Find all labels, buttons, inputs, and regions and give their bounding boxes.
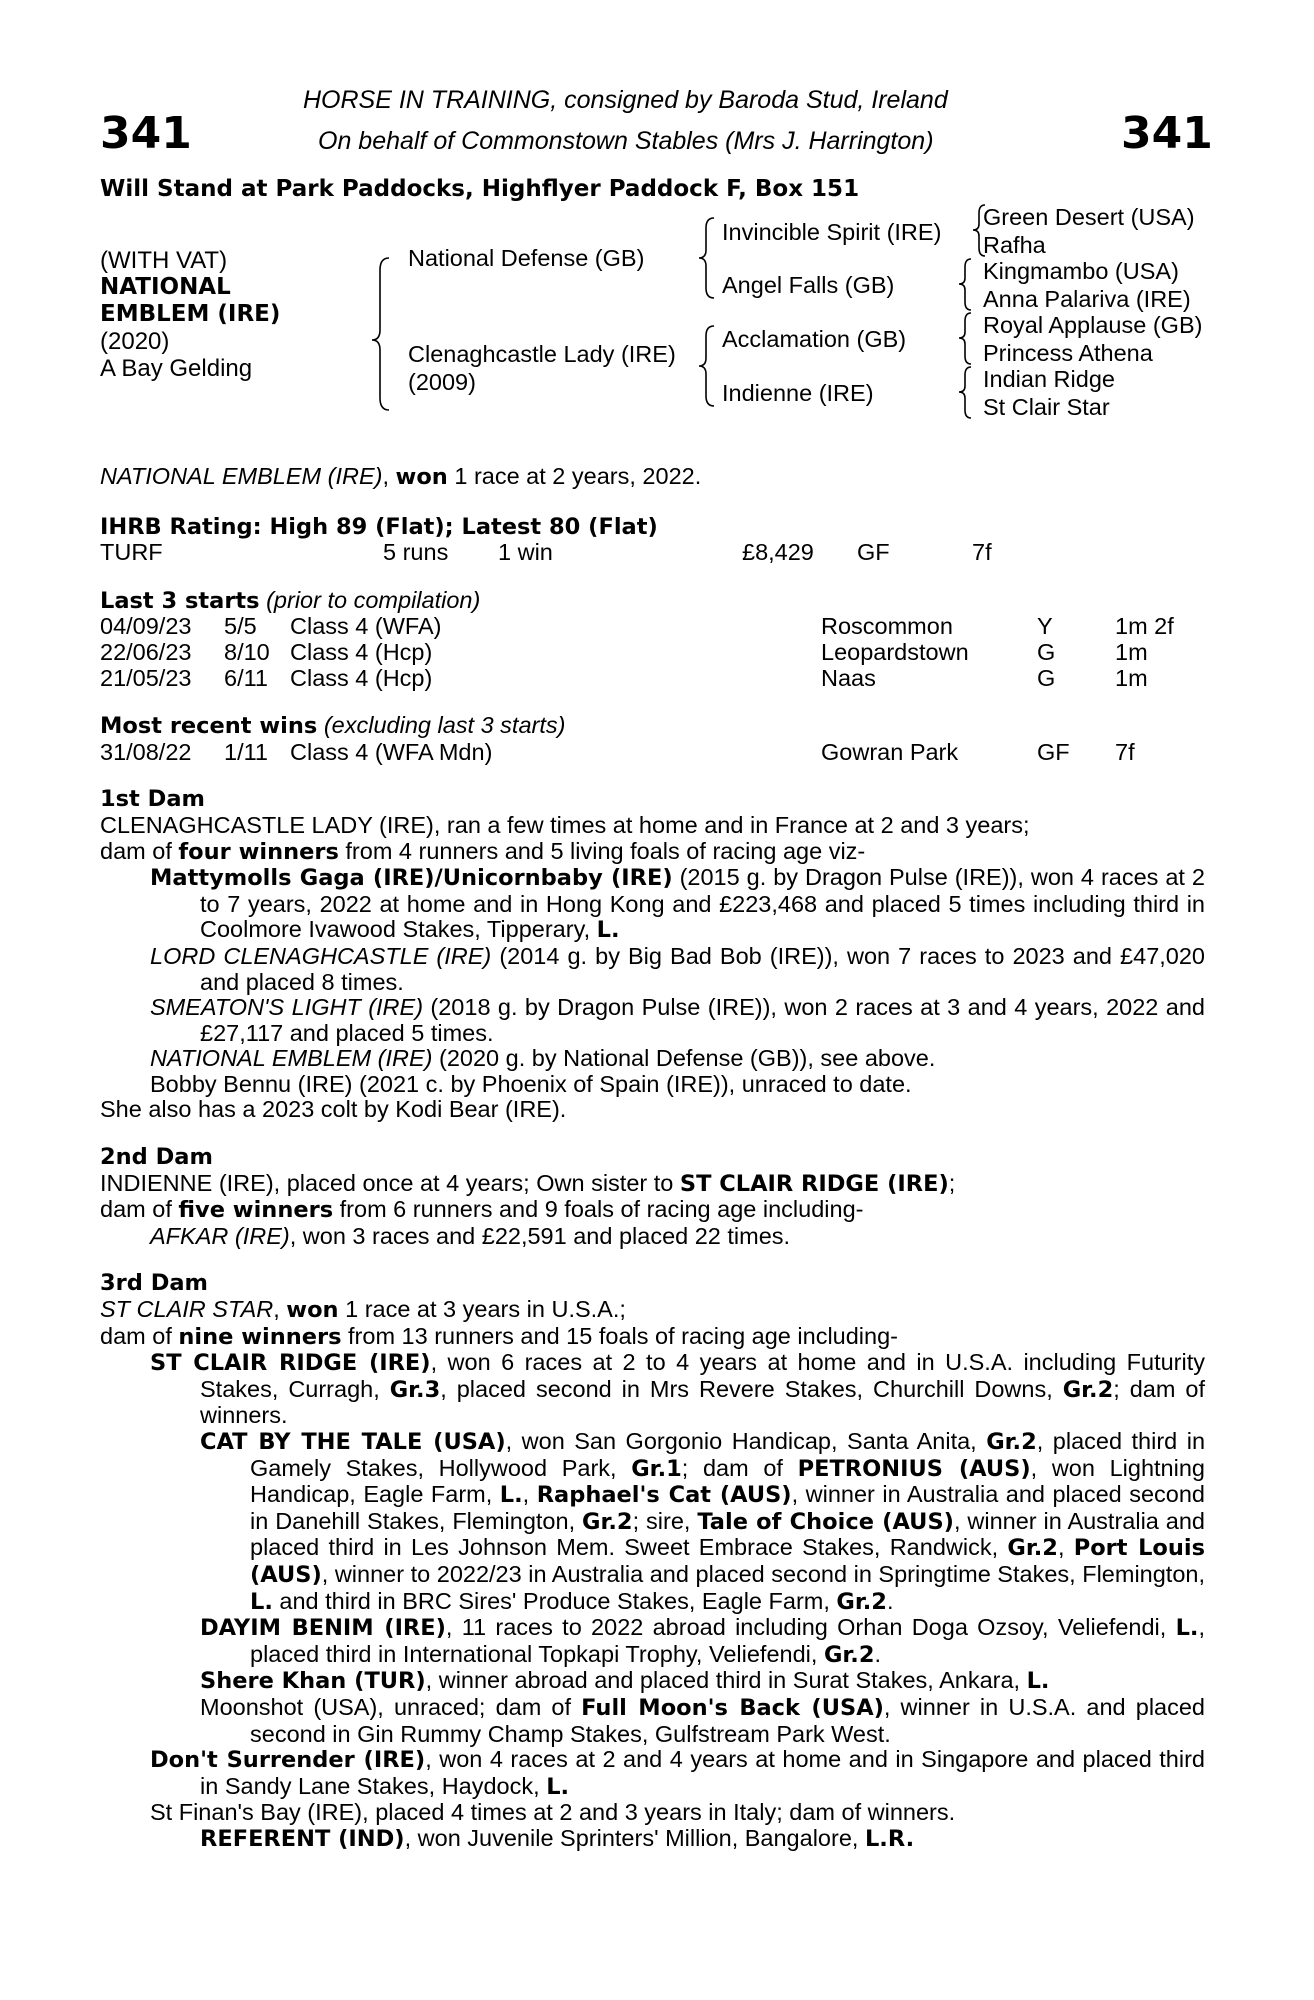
dam3-entry-shere-khan: Shere Khan (TUR), winner abroad and placed third in Surat Stakes, Ankara, L. bbox=[200, 1667, 1050, 1695]
recent-going: GF bbox=[1037, 738, 1070, 765]
dam3-entry-dont-surrender: Don't Surrender (IRE), won 4 races at 2 and 4 years at home and in Singapore and placed third in Sandy Lane Stakes, Haydock, L. bbox=[150, 1746, 1205, 1800]
dd-brace bbox=[959, 367, 971, 418]
last3-dist: 1m bbox=[1115, 638, 1148, 665]
dam1-p2: dam of four winners from 4 runners and 5 living foals of racing age viz- bbox=[100, 837, 866, 865]
dds: Indian Ridge bbox=[983, 366, 1115, 392]
last3-row bbox=[100, 614, 1205, 640]
dam1-entry-4: NATIONAL EMBLEM (IRE) (2020 g. by National Defense (GB)), see above. bbox=[150, 1045, 936, 1072]
dsd: Princess Athena bbox=[983, 340, 1153, 366]
foaling-year: (2020) bbox=[100, 328, 170, 355]
consignor-line: HORSE IN TRAINING, consigned by Baroda Stud, Ireland bbox=[303, 86, 948, 114]
last3-course: Naas bbox=[821, 664, 876, 691]
last3-date: 04/09/23 bbox=[100, 613, 192, 640]
sdd: Anna Palariva (IRE) bbox=[983, 286, 1191, 312]
dam3-p2: dam of nine winners from 13 runners and 15 foals of racing age including- bbox=[100, 1322, 898, 1350]
recent-pos: 1/11 bbox=[224, 738, 268, 765]
dam3-entry-moonshot: Moonshot (USA), unraced; dam of Full Moon's Back (USA), winner in U.S.A. and placed second in Gin Rummy Champ Stakes, Gulfstream Park West. bbox=[200, 1693, 1205, 1747]
dam1-entry-1: Mattymolls Gaga (IRE)/Unicornbaby (IRE) (2015 g. by Dragon Pulse (IRE)), won 4 races at 2 to 7 years, 2022 at home and in Hong Kong and £223,468 and placed 5 times including third in Coolmore Ivawood Stakes, Tipperary, L. bbox=[150, 864, 1205, 944]
horse-name-line2: EMBLEM (IRE) bbox=[100, 301, 281, 327]
dam-brace bbox=[699, 326, 714, 406]
dam-year: (2009) bbox=[408, 369, 476, 395]
main-brace bbox=[372, 258, 389, 410]
recent-date: 31/08/22 bbox=[100, 738, 192, 765]
last3-pos: 8/10 bbox=[224, 638, 270, 665]
dam3-entry-st-finans-bay: St Finan's Bay (IRE), placed 4 times at 2 and 3 years in Italy; dam of winners. bbox=[150, 1799, 956, 1826]
horse-name-line1: NATIONAL bbox=[100, 274, 231, 300]
recent-table bbox=[100, 740, 1205, 766]
dam3-p1: ST CLAIR STAR, won 1 race at 3 years in U.S.A.; bbox=[100, 1296, 626, 1324]
last3-going: Y bbox=[1037, 613, 1053, 640]
last3-table bbox=[100, 614, 1205, 691]
last3-course: Leopardstown bbox=[821, 638, 969, 665]
stand-location: Will Stand at Park Paddocks, Highflyer Paddock F, Box 151 bbox=[100, 176, 860, 202]
ssd: Rafha bbox=[983, 232, 1046, 258]
dam3-entry-dayim-benim: DAYIM BENIM (IRE), 11 races to 2022 abroad including Orhan Doga Ozsoy, Veliefendi, L., placed third in International Topkapi Trophy, Veliefendi, Gr.2. bbox=[200, 1614, 1206, 1668]
dam2-p2: dam of five winners from 6 runners and 9 foals of racing age including- bbox=[100, 1196, 864, 1224]
last3-row bbox=[100, 666, 1205, 692]
lot-number-right: 341 bbox=[1121, 108, 1213, 159]
sire-name: National Defense (GB) bbox=[408, 245, 645, 271]
dam-name: Clenaghcastle Lady (IRE) bbox=[408, 341, 676, 367]
dam1-entry-5: Bobby Bennu (IRE) (2021 c. by Phoenix of Spain (IRE)), unraced to date. bbox=[150, 1070, 912, 1097]
ds-brace bbox=[959, 313, 971, 364]
sd-brace bbox=[959, 259, 971, 310]
dam2-p1: INDIENNE (IRE), placed once at 4 years; Own sister to ST CLAIR RIDGE (IRE); bbox=[100, 1169, 956, 1197]
dam1-entry-2: LORD CLENAGHCASTLE (IRE) (2014 g. by Big Bad Bob (IRE)), won 7 races to 2023 and £47,020 and placed 8 times. bbox=[150, 942, 1205, 995]
horse-description: A Bay Gelding bbox=[100, 355, 253, 382]
dam1-entry-6: She also has a 2023 colt by Kodi Bear (IRE). bbox=[100, 1096, 567, 1123]
rating-row: TURF 5 runs 1 win £8,429 GF 7f bbox=[100, 539, 992, 566]
last3-dist: 1m 2f bbox=[1115, 613, 1174, 640]
lot-number-left: 341 bbox=[100, 108, 192, 159]
dam2-entry-1: AFKAR (IRE), won 3 races and £22,591 and placed 22 times. bbox=[150, 1222, 791, 1249]
dam1-title: 1st Dam bbox=[100, 786, 205, 813]
sire-sire: Invincible Spirit (IRE) bbox=[722, 219, 942, 245]
dam1-entry-3: SMEATON'S LIGHT (IRE) (2018 g. by Dragon Pulse (IRE)), won 2 races at 3 and 4 years, 2022 and £27,117 and placed 5 times. bbox=[150, 994, 1205, 1046]
recent-cls: Class 4 (WFA Mdn) bbox=[290, 738, 493, 765]
dam1-p1: CLENAGHCASTLE LADY (IRE), ran a few times at home and in France at 2 and 3 years; bbox=[100, 811, 1030, 838]
last3-cls: Class 4 (Hcp) bbox=[290, 638, 433, 665]
dam2-title: 2nd Dam bbox=[100, 1144, 213, 1171]
recent-heading: Most recent wins (excluding last 3 starts) bbox=[100, 712, 566, 740]
dss: Royal Applause (GB) bbox=[983, 312, 1203, 338]
last3-going: G bbox=[1037, 638, 1056, 665]
dam3-entry-st-clair-ridge: ST CLAIR RIDGE (IRE), won 6 races at 2 to 4 years at home and in U.S.A. including Futurity Stakes, Curragh, Gr.3, placed second in Mrs Revere Stakes, Churchill Downs, Gr.2; dam of winners. bbox=[150, 1349, 1206, 1429]
last3-cls: Class 4 (Hcp) bbox=[290, 664, 433, 691]
dam3-entry-referent: REFERENT (IND), won Juvenile Sprinters' Million, Bangalore, L.R. bbox=[200, 1824, 915, 1852]
last3-cls: Class 4 (WFA) bbox=[290, 613, 442, 640]
last3-going: G bbox=[1037, 664, 1056, 691]
last3-dist: 1m bbox=[1115, 664, 1148, 691]
sire-dam: Angel Falls (GB) bbox=[722, 272, 895, 298]
last3-date: 21/05/23 bbox=[100, 664, 192, 691]
rating-title: IHRB Rating: High 89 (Flat); Latest 80 (Flat) bbox=[100, 513, 658, 540]
on-behalf-line: On behalf of Commonstown Stables (Mrs J. Harrington) bbox=[318, 127, 934, 155]
last3-date: 22/06/23 bbox=[100, 638, 192, 665]
last3-pos: 6/11 bbox=[224, 664, 268, 691]
race-summary: NATIONAL EMBLEM (IRE), won 1 race at 2 years, 2022. bbox=[100, 463, 702, 490]
ddd: St Clair Star bbox=[983, 394, 1110, 420]
catalogue-body bbox=[100, 464, 1205, 1853]
last3-row bbox=[100, 640, 1205, 666]
last3-pos: 5/5 bbox=[224, 613, 257, 640]
sds: Kingmambo (USA) bbox=[983, 258, 1179, 284]
recent-row bbox=[100, 740, 1205, 766]
sire-brace bbox=[699, 218, 714, 298]
last3-heading: Last 3 starts (prior to compilation) bbox=[100, 586, 481, 614]
dam-dam: Indienne (IRE) bbox=[722, 380, 874, 406]
sss: Green Desert (USA) bbox=[983, 204, 1195, 230]
recent-dist: 7f bbox=[1115, 738, 1135, 765]
last3-course: Roscommon bbox=[821, 613, 953, 640]
dam3-entry-cat-by-the-tale: CAT BY THE TALE (USA), won San Gorgonio Handicap, Santa Anita, Gr.2, placed third in Gamely Stakes, Hollywood Park, Gr.1; dam of PETRONIUS (AUS), won Lightning Handicap, Eagle Farm, L., Raphael's Cat (AUS), winner in Australia and placed second in Danehill Stakes, Flemington, Gr.2; sire, Tale of Choice (AUS), winner in Australia and placed third in Les Johnson Mem. Sweet Embrace Stakes, Randwick, Gr.2, Port Louis (AUS), winner to 2022/23 in Australia and placed second in Springtime Stakes, Flemington, L. and third in BRC Sires' Produce Stakes, Eagle Farm, Gr.2. bbox=[200, 1428, 1206, 1615]
dam3-title: 3rd Dam bbox=[100, 1270, 208, 1297]
dam-sire: Acclamation (GB) bbox=[722, 326, 907, 352]
vat-note: (WITH VAT) bbox=[100, 247, 228, 274]
recent-course: Gowran Park bbox=[821, 738, 959, 765]
